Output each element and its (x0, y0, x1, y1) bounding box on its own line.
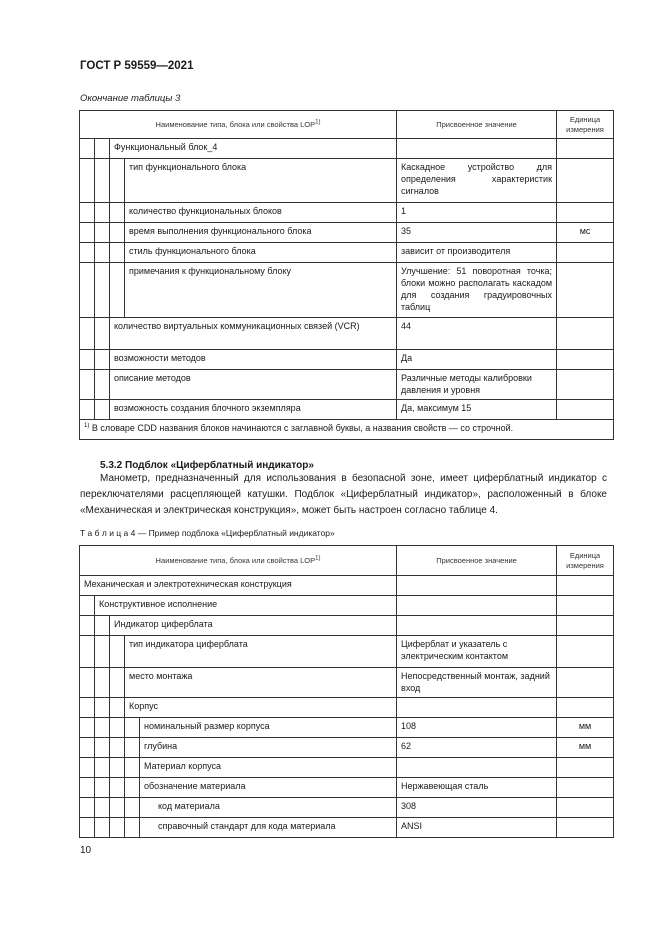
section-heading: 5.3.2 Подблок «Циферблатный индикатор» (100, 460, 314, 471)
table-row (80, 596, 614, 616)
row-unit (557, 758, 614, 778)
row-unit (557, 778, 614, 798)
table-header-row (80, 111, 614, 139)
row-name: Конструктивное исполнение (95, 596, 397, 616)
table-header-row (80, 546, 614, 576)
table-row (80, 318, 614, 350)
table-row (80, 576, 614, 596)
row-unit: мм (557, 738, 614, 758)
row-value: 108 (397, 718, 557, 738)
row-value: Нержавеющая сталь (397, 778, 557, 798)
table-row (80, 616, 614, 636)
row-unit (557, 798, 614, 818)
row-value (397, 139, 557, 159)
row-name: количество виртуальных коммуникационных связей (VCR) (110, 318, 397, 350)
table-row (80, 203, 614, 223)
table-row (80, 636, 614, 668)
table-3 (79, 110, 614, 440)
table-row (80, 223, 614, 243)
row-unit (557, 400, 614, 420)
row-name: Механическая и электротехническая конструкция (80, 576, 397, 596)
table-row (80, 738, 614, 758)
row-unit (557, 698, 614, 718)
column-header-name: Наименование типа, блока или свойства LOP (155, 119, 316, 129)
table-row (80, 758, 614, 778)
row-name: количество функциональных блоков (125, 203, 397, 223)
row-name: Функциональный блок_4 (110, 139, 397, 159)
table-row (80, 159, 614, 203)
row-value (397, 616, 557, 636)
row-value: зависит от производителя (397, 243, 557, 263)
row-value (397, 698, 557, 718)
row-value: 1 (397, 203, 557, 223)
table-footnote-row (80, 420, 614, 440)
row-value: Да, максимум 15 (397, 400, 557, 420)
row-unit (557, 818, 614, 838)
table-4 (79, 545, 614, 838)
row-unit (557, 596, 614, 616)
row-unit (557, 159, 614, 203)
column-header-value: Присвоенное значение (397, 111, 557, 139)
row-name: Индикатор циферблата (110, 616, 397, 636)
row-name: возможности методов (110, 350, 397, 370)
row-value: 62 (397, 738, 557, 758)
row-name: стиль функционального блока (125, 243, 397, 263)
table-footnote: В словаре CDD названия блоков начинаются с заглавной буквы, а названия свойств — со строчной. (91, 423, 514, 433)
page-number: 10 (80, 845, 92, 856)
row-value (397, 758, 557, 778)
row-unit (557, 318, 614, 350)
row-unit (557, 203, 614, 223)
row-unit (557, 243, 614, 263)
document-header: ГОСТ Р 59559—2021 (80, 60, 194, 72)
row-name: примечания к функциональному блоку (125, 263, 397, 318)
table-caption: Т а б л и ц а 4 — Пример подблока «Циферблатный индикатор» (80, 528, 335, 538)
table-continuation-label: Окончание таблицы 3 (80, 93, 181, 104)
row-value: Каскадное устройство для определения характеристик сигналов (397, 159, 557, 203)
row-value: 35 (397, 223, 557, 243)
table-row (80, 263, 614, 318)
footnote-mark: 1) (84, 423, 90, 429)
table-row (80, 350, 614, 370)
row-name: номинальный размер корпуса (140, 718, 397, 738)
row-value: 44 (397, 318, 557, 350)
row-name: тип функционального блока (125, 159, 397, 203)
row-name: тип индикатора циферблата (125, 636, 397, 668)
row-value (397, 576, 557, 596)
table-row (80, 400, 614, 420)
row-unit (557, 576, 614, 596)
row-name: код материала (140, 798, 397, 818)
table-row (80, 139, 614, 159)
row-name: справочный стандарт для кода материала (140, 818, 397, 838)
row-value: Непосредственный монтаж, задний вход (397, 668, 557, 698)
row-unit (557, 370, 614, 400)
row-unit (557, 350, 614, 370)
row-value: ANSI (397, 818, 557, 838)
table-row (80, 778, 614, 798)
row-name: место монтажа (125, 668, 397, 698)
row-unit: мм (557, 718, 614, 738)
table-row (80, 668, 614, 698)
column-header-unit: Единица измерения (557, 111, 614, 139)
row-value: Различные методы калибровки давления и уровня (397, 370, 557, 400)
row-name: глубина (140, 738, 397, 758)
table-row (80, 243, 614, 263)
footnote-ref: 1) (315, 119, 321, 125)
row-name: время выполнения функционального блока (125, 223, 397, 243)
row-name: Корпус (125, 698, 397, 718)
row-unit: мс (557, 223, 614, 243)
row-name: возможность создания блочного экземпляра (110, 400, 397, 420)
row-name: описание методов (110, 370, 397, 400)
row-value (397, 596, 557, 616)
row-unit (557, 139, 614, 159)
column-header-value: Присвоенное значение (397, 546, 557, 576)
column-header-unit: Единица измерения (557, 546, 614, 576)
row-value: Да (397, 350, 557, 370)
table-row (80, 798, 614, 818)
table-row (80, 718, 614, 738)
row-value: Циферблат и указатель с электрическим контактом (397, 636, 557, 668)
table-row (80, 370, 614, 400)
row-unit (557, 668, 614, 698)
row-value: Улучшение: 51 поворотная точка; блоки можно располагать каскадом для создания градуировочных таблиц (397, 263, 557, 318)
row-unit (557, 616, 614, 636)
table-row (80, 698, 614, 718)
row-value: 308 (397, 798, 557, 818)
row-name: Материал корпуса (140, 758, 397, 778)
column-header-name: Наименование типа, блока или свойства LOP (155, 555, 316, 565)
table-row (80, 818, 614, 838)
row-unit (557, 263, 614, 318)
row-name: обозначение материала (140, 778, 397, 798)
row-unit (557, 636, 614, 668)
section-paragraph: Манометр, предназначенный для использования в безопасной зоне, имеет циферблатный индикатор с переключателями расцепляющей катушки. Подблок «Циферблатный индикатор», расположенный в блоке «Механическая и электрическая конструкция», может быть настроен согласно таблице 4. (80, 473, 607, 516)
footnote-ref: 1) (315, 555, 321, 561)
